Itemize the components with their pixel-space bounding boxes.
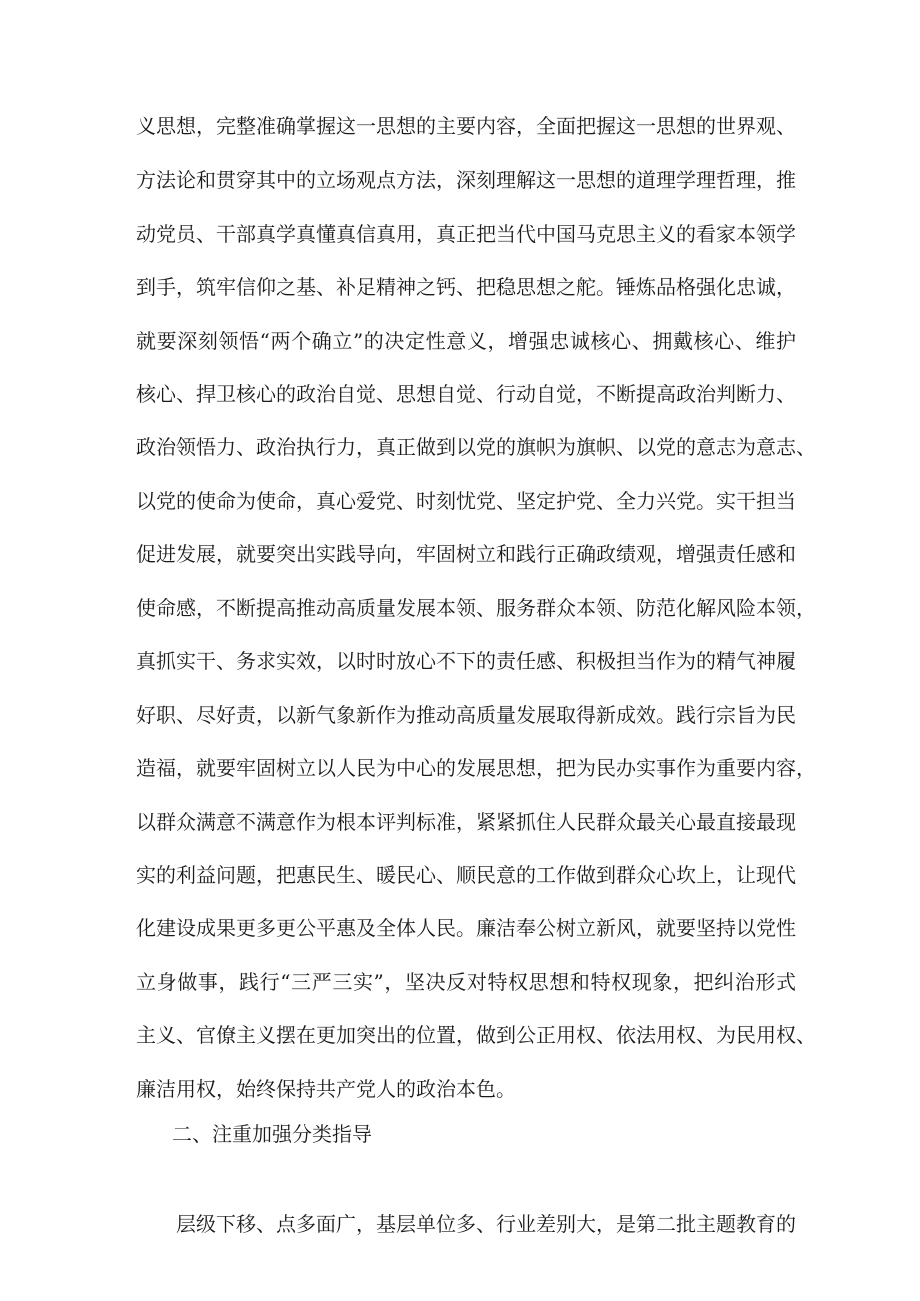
paragraph-line: 方法论和贯穿其中的立场观点方法，深刻理解这一思想的道理学理哲理，推 [136, 168, 796, 192]
paragraph-line: 层级下移、点多面广，基层单位多、行业差别大，是第二批主题教育的 [176, 1212, 796, 1236]
paragraph-line: 廉洁用权，始终保持共产党人的政治本色。 [136, 1077, 516, 1101]
section-heading: 二、注重加强分类指导 [172, 1122, 372, 1146]
paragraph-line: 义思想，完整准确掌握这一思想的主要内容，全面把握这一思想的世界观、 [136, 114, 796, 138]
paragraph-line: 动党员、干部真学真懂真信真用，真正把当代中国马克思主义的看家本领学 [136, 222, 796, 246]
paragraph-line: 化建设成果更多更公平惠及全体人民。廉洁奉公树立新风，就要坚持以党性 [136, 916, 796, 940]
paragraph-line: 立身做事，践行“三严三实”，坚决反对特权思想和特权现象，把纠治形式 [136, 970, 796, 994]
paragraph-line: 政治领悟力、政治执行力，真正做到以党的旗帜为旗帜、以党的意志为意志、 [136, 435, 816, 459]
paragraph-line: 好职、尽好责，以新气象新作为推动高质量发展取得新成效。践行宗旨为民 [136, 703, 796, 727]
paragraph-line: 到手，筑牢信仰之基、补足精神之钙、把稳思想之舵。锤炼品格强化忠诚， [136, 275, 796, 299]
paragraph-line: 以群众满意不满意作为根本评判标准，紧紧抓住人民群众最关心最直接最现 [136, 810, 796, 834]
paragraph-line: 就要深刻领悟“两个确立”的决定性意义，增强忠诚核心、拥戴核心、维护 [136, 329, 796, 353]
paragraph-line: 主义、官僚主义摆在更加突出的位置，做到公正用权、依法用权、为民用权、 [136, 1023, 816, 1047]
paragraph-line: 实的利益问题，把惠民生、暖民心、顺民意的工作做到群众心坎上，让现代 [136, 863, 796, 887]
paragraph-line: 造福，就要牢固树立以人民为中心的发展思想，把为民办实事作为重要内容， [136, 756, 816, 780]
paragraph-line: 以党的使命为使命，真心爱党、时刻忧党、坚定护党、全力兴党。实干担当 [136, 489, 796, 513]
paragraph-line: 真抓实干、务求实效，以时时放心不下的责任感、积极担当作为的精气神履 [136, 649, 796, 673]
paragraph-line: 核心、捍卫核心的政治自觉、思想自觉、行动自觉，不断提高政治判断力、 [136, 382, 796, 406]
paragraph-line: 促进发展，就要突出实践导向，牢固树立和践行正确政绩观，增强责任感和 [136, 542, 796, 566]
paragraph-line: 使命感，不断提高推动高质量发展本领、服务群众本领、防范化解风险本领， [136, 596, 816, 620]
